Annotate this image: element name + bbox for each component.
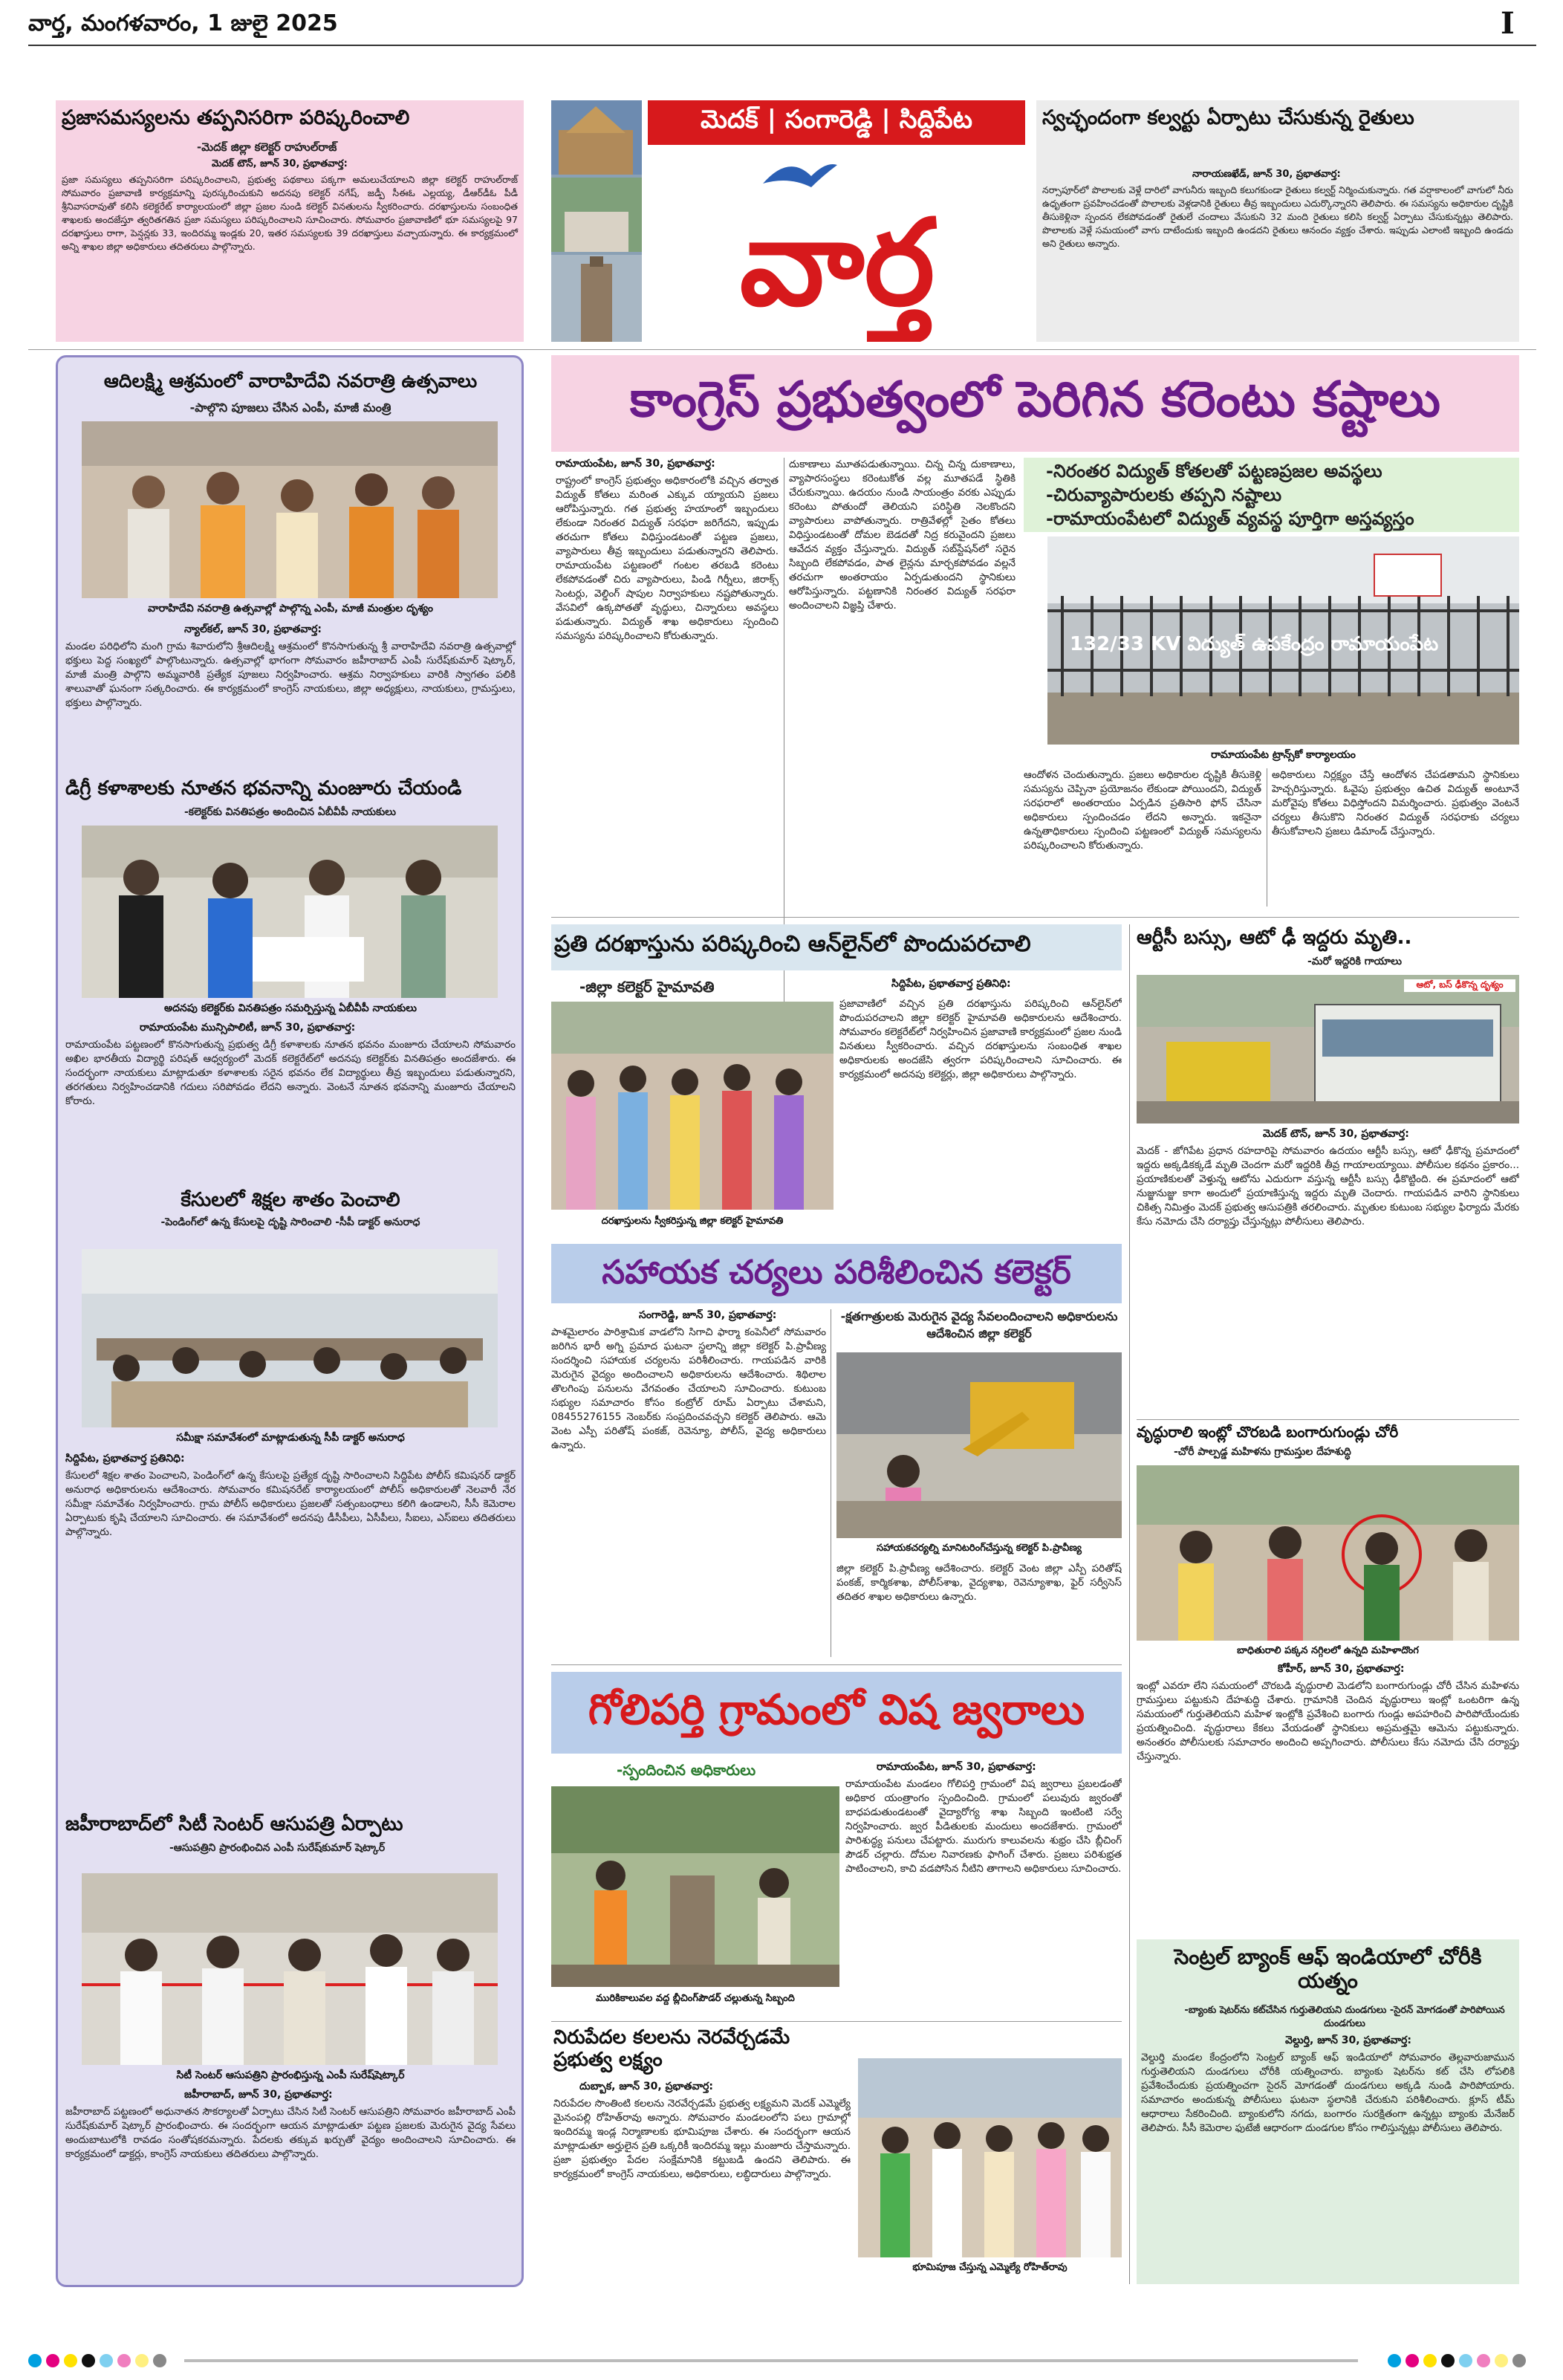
story-body: రామాయంపేట పట్టణంలో కొనసాగుతున్న ప్రభుత్వ డిగ్రీ కళాశాలకు నూతన భవనం మంజూరు చేయాలని సోమవారం అఖిల భారతీయ విద్యార్థి పరిషత్ ఆధ్వర్యంలో మెదక్ కలెక్టరేట్‌లో అదనపు కలెక్టర్‌కు వినతిపత్రం అందజేశారు. ఈ సందర్భంగా నాయకులు మాట్లాడుతూ కళాశాలకు సరైన భవనం లేక విద్యార్థులు తీవ్ర ఇబ్బందులు పడుతున్నారని, తరగతులు నిర్వహించడానికి గదులు సరిపోవడం లేదని అన్నారు. వెంటనే నూతన భవనాన్ని మంజూరు చేయాలని కోరారు.: [65, 1039, 516, 1107]
story-body: పాశమైలారం పారిశ్రామిక వాడలోని సిగాచి ఫార్మా కంపెనీలో సోమవారం జరిగిన భారీ అగ్ని ప్రమాద ఘటనా స్థలాన్ని జిల్లా కలెక్టర్ పి.ప్రావీణ్య సందర్శించి సహాయక చర్యలను పరిశీలించారు. గాయపడిన వారికి మెరుగైన వైద్యం అందించాలని అధికారులను ఆదేశించారు. శిథిలాల తొలగింపు పనులను వేగవంతం చేయాలని సూచించారు. కుటుంబ సభ్యుల సమాచారం కోసం కంట్రోల్ రూమ్ ఏర్పాటు చేశామని, 08455276155 నెంబర్‌కు సంప్రదించవచ్చని కలెక్టర్ తెలిపారు. ఆమె వెంట ఎస్పీ పరితోష్ పంకజ్, రెవెన్యూ, పోలీస్, వైద్య అధికారులు ఉన్నారు.: [551, 1326, 826, 1451]
grey-dot-icon: [153, 2354, 166, 2367]
story-headline: ప్రజాసమస్యలను తప్పనిసరిగా పరిష్కరించాలి: [62, 106, 410, 129]
photo-image: [836, 1352, 1122, 1538]
story-headline: డిగ్రీ కళాశాలకు నూతన భవనాన్ని మంజూరు చేయండి: [65, 777, 462, 800]
story-photo: [82, 826, 498, 998]
story-headline: సెంట్రల్ బ్యాంక్ ఆఫ్ ఇండియాలో చోరీకి యత్నం: [1174, 1945, 1482, 1994]
section-rule: [28, 349, 1536, 350]
top-left-story: [56, 100, 524, 342]
photo-caption: భూమిపూజ చేస్తున్న ఎమ్మెల్యే రోహిత్‌రావు: [912, 2262, 1068, 2273]
story-body: కేసులలో శిక్షల శాతం పెంచాలని, పెండింగ్‌లో ఉన్న కేసులపై ప్రత్యేక దృష్టి సారించాలని సిద్దిపేట పోలీస్ కమిషనర్ డాక్టర్ అనురాధ అధికారులను ఆదేశించారు. సోమవారం కమిషనరేట్ కార్యాలయంలో పోలీస్ అధికారులతో నెలవారీ నేర సమీక్షా సమావేశం నిర్వహించారు. గ్రామ పోలీస్ అధికారులు ప్రజలతో సత్సంబంధాలు కలిగి ఉండాలని, సీసీ కెమెరాల ఏర్పాటుకు కృషి చేయాలని సూచించారు. ఈ సమావేశంలో అదనపు డీసీపీలు, ఏసీపీలు, సీఐలు, ఎస్ఐలు తదితరులు పాల్గొన్నారు.: [65, 1470, 516, 1538]
story-dateline: రామాయంపేట మున్సిపాలిటీ, జూన్ 30, ప్రభాతవార్త:: [140, 1022, 356, 1034]
photo-image: [551, 1002, 834, 1210]
black-dot-icon: [1441, 2354, 1455, 2367]
story-headline: గోలిపర్తి గ్రామంలో విష జ్వరాలు: [588, 1686, 1085, 1734]
photo-image: [1137, 975, 1519, 1123]
story-body: జహీరాబాద్ పట్టణంలో అధునాతన సౌకర్యాలతో ఏర్పాటు చేసిన సిటీ సెంటర్ ఆసుపత్రిని సోమవారం జహీరాబాద్ ఎంపీ సురేష్‌కుమార్ షెట్కార్ ప్రారంభించారు. ఈ సందర్భంగా ఆయన మాట్లాడుతూ పట్టణ ప్రజలకు మెరుగైన వైద్య సేవలు అందుబాటులోకి రావడం సంతోషకరమన్నారు. పేదలకు తక్కువ ఖర్చుతో వైద్యం అందించాలని సూచించారు. ఈ కార్యక్రమంలో డాక్టర్లు, కాంగ్రెస్ నాయకులు తదితరులు పాల్గొన్నారు.: [65, 2106, 516, 2160]
photo-caption: సహాయకచర్యల్ని మానిటరింగ్‌చేస్తున్న కలెక్టర్ పి.ప్రావీణ్య: [877, 1543, 1082, 1554]
story-dateline: వెల్దుర్తి, జూన్ 30, ప్రభాతవార్త:: [1285, 2034, 1411, 2046]
collector-online-headline-box: [551, 924, 1122, 970]
photo-caption: బాధితురాలి పక్కన నగ్గిలలో ఉన్నది మహిళాదొంగ: [1237, 1645, 1419, 1656]
story-dateline: జహీరాబాద్, జూన్ 30, ప్రభాతవార్త:: [184, 2089, 333, 2101]
left-column: [56, 355, 524, 2287]
story-photo: [858, 2058, 1122, 2257]
lead-body-col1: రాష్ట్రంలో కాంగ్రెస్ ప్రభుత్వం అధికారంలోకి వచ్చిన తర్వాత విద్యుత్ కోతలు మరింత ఎక్కువ య్యాయని ప్రజలు ఆరోపిస్తున్నారు. గత ప్రభుత్వ హయాంలో ఇబ్బందులు లేకుండా నిరంతర విద్యుత్ సరఫరా జరిగేదని, ఇప్పుడు తరచుగా కోతలు విధిస్తుండటంతో పట్టణ ప్రజలు, వ్యాపారులు తీవ్ర ఇబ్బందులు పడుతున్నారని తెలిపారు. రామాయంపేట పట్టణంలో గంటల తరబడి కరెంటు లేకపోవడంతో చిరు వ్యాపారులు, పిండి గిర్నీలు, జిరాక్స్ సెంటర్లు, వెల్డింగ్ షాపుల నిర్వాహకులు నష్టపోతున్నారు. వేసవిలో ఉక్కపోతతో వృద్ధులు, చిన్నారులు అవస్థలు పడుతున్నారు. విద్యుత్ శాఖ అధికారులు స్పందించి సమస్యను పరిష్కరించాలని కోరుతున్నారు.: [556, 475, 779, 642]
lead-dateline: రామాయంపేట, జూన్ 30, ప్రభాతవార్త:: [556, 458, 715, 470]
story-body: నిరుపేదల సొంతింటి కలలను నెరవేర్చడమే ప్రభుత్వ లక్ష్యమని మెదక్ ఎమ్మెల్యే మైనంపల్లి రోహిత్‌రావు అన్నారు. సోమవారం మండలంలోని పలు గ్రామాల్లో ఇందిరమ్మ ఇండ్ల నిర్మాణాలకు భూమిపూజ చేశారు. ఈ సందర్భంగా ఆయన మాట్లాడుతూ అర్హులైన ప్రతి ఒక్కరికీ ఇందిరమ్మ ఇల్లు మంజూరు చేస్తామన్నారు. ప్రజా ప్రభుత్వం పేదల సంక్షేమానికి కట్టుబడి ఉందని తెలిపారు. ఈ కార్యక్రమంలో కాంగ్రెస్ నాయకులు, అధికారులు, లబ్ధిదారులు పాల్గొన్నారు.: [553, 2098, 851, 2180]
story-dateline: కోహీర్, జూన్ 30, ప్రభాతవార్త:: [1278, 1663, 1405, 1675]
story-photo: [82, 421, 498, 598]
photo-caption: సమీక్షా సమావేశంలో మాట్లాడుతున్న సీపీ డాక్టర్ అనురాధ: [176, 1432, 405, 1444]
photo-image: [82, 1873, 498, 2065]
page-number: I: [1501, 6, 1515, 41]
section-rule: [551, 2021, 1122, 2022]
masthead-rule: [28, 45, 1536, 46]
photo-label: ఆటో, బస్ ఢీకొన్న దృశ్యం: [1404, 979, 1515, 992]
lead-body-col4: అధికారులు నిర్లక్ష్యం చేస్తే ఆందోళన చేపడతామని స్థానికులు హెచ్చరిస్తున్నారు. ఓవైపు ప్రభుత్వం ఉచిత విద్యుత్ అంటూనే మరోవైపు కోతలు విధిస్తోందని విమర్శించారు. ప్రభుత్వం వెంటనే చర్యలు తీసుకొని నిరంతర విద్యుత్ సరఫరాకు చర్యలు తీసుకోవాలని ప్రజలు డిమాండ్ చేస్తున్నారు.: [1272, 769, 1519, 837]
fever-headline-box: [551, 1672, 1122, 1754]
story-photo: [82, 1249, 498, 1427]
lead-sub-box: [1024, 458, 1519, 532]
photo-image: [1137, 1465, 1519, 1641]
story-headline: వృద్ధురాలి ఇంట్లో చొరబడి బంగారుగుండ్లు చోరీ: [1137, 1423, 1399, 1441]
lead-photo-caption: రామాయంపేట ట్రాన్స్‌కో కార్యాలయం: [1211, 749, 1356, 761]
story-subheadline: -క్షతగాత్రులకు మెరుగైన వైద్య సేవలందించాలని అధికారులను ఆదేశించిన జిల్లా కలెక్టర్: [840, 1309, 1118, 1340]
story-dateline: న్యాల్‌కల్, జూన్ 30, ప్రభాతవార్త:: [184, 623, 322, 635]
cyan-dot-icon: [1388, 2354, 1401, 2367]
yellow-dot-icon: [64, 2354, 77, 2367]
story-photo: [1137, 975, 1519, 1123]
lead-headline: కాంగ్రెస్ ప్రభుత్వంలో పెరిగిన కరెంటు కష్టాలు: [630, 371, 1440, 428]
photo-sign-text: 132/33 KV విద్యుత్ ఉపకేంద్రం రామాయంపేట: [1070, 633, 1439, 655]
section-rule: [551, 917, 1519, 918]
grey-dot-icon: [1512, 2354, 1526, 2367]
story-body: వెల్దుర్తి మండల కేంద్రంలోని సెంట్రల్ బ్యాంక్ ఆఫ్ ఇండియాలో సోమవారం తెల్లవారుజామున గుర్తుతెలియని దుండగులు చోరీకి యత్నించారు. బ్యాంకు షెటర్‌ను కట్ చేసి లోపలికి ప్రవేశించేందుకు ప్రయత్నించగా సైరన్ మోగడంతో దుండగులు అక్కడి నుండి పారిపోయారు. సమాచారం అందుకున్న పోలీసులు ఘటనా స్థలానికి చేరుకుని పరిశీలించారు. క్లూస్ టీమ్ ఆధారాలు సేకరించింది. బ్యాంకులోని నగదు, బంగారం సురక్షితంగా ఉన్నట్లు బ్యాంకు మేనేజర్ తెలిపారు. సీసీ కెమెరాల ఫుటేజీ ఆధారంగా దుండగుల కోసం గాలిస్తున్నట్లు పోలీసులు తెలిపారు.: [1141, 2052, 1515, 2134]
story-headline: ఆదిలక్ష్మి ఆశ్రమంలో వారాహిదేవి నవరాత్రి ఉత్సవాలు: [103, 370, 478, 392]
story-photo: [1137, 1465, 1519, 1641]
landmark-photo-collage: [551, 100, 642, 342]
photo-image: [82, 826, 498, 998]
light-magenta-dot-icon: [117, 2354, 131, 2367]
lead-body-col2: దుకాణాలు మూతపడుతున్నాయి. చిన్న చిన్న దుకాణాలు, వ్యాపారసంస్థలు కరెంటుకోత వల్ల మూతపడే స్థితికి చేరుకున్నాయి. ఉదయం నుండి సాయంత్రం వరకు ఎప్పుడు కరెంటు పోతుందో తెలియని పరిస్థితి నెలకొందని వ్యాపారులు వాపోతున్నారు. రాత్రివేళల్లో సైతం కోతలు విధిస్తుండటంతో దోమల బెడదతో నిద్ర కరువైందని ప్రజలు ఆవేదన వ్యక్తం చేస్తున్నారు. విద్యుత్ సబ్‌స్టేషన్‌లో సరైన సిబ్బంది లేకపోవడం, పాత లైన్లను మార్చకపోవడం వల్లనే తరచుగా అంతరాయం ఏర్పడుతుందని స్థానికులు ఆరోపిస్తున్నారు. పట్టణానికి నిరంతర విద్యుత్ సరఫరా అందించాలని విజ్ఞప్తి చేశారు.: [789, 458, 1016, 612]
story-dateline: సిద్దిపేట, ప్రభాతవార్త ప్రతినిధి:: [891, 978, 1011, 990]
footer-rule: [184, 2359, 1358, 2362]
story-subheadline: -జిల్లా కలెక్టర్ హైమావతి: [579, 978, 715, 996]
landmark-collage-image: [551, 100, 642, 342]
story-body: ఇంట్లో ఎవరూ లేని సమయంలో చొరబడి వృద్ధురాలి మెడలోని బంగారుగుండ్లు చోరీ చేసిన మహిళను గ్రామస్తులు పట్టుకుని దేహశుద్ధి చేశారు. గ్రామానికి చెందిన వృద్ధురాలు ఇంట్లో ఒంటరిగా ఉన్న సమయంలో గుర్తుతెలియని మహిళ ఇంట్లోకి ప్రవేశించి బంగారు గుండ్లు అపహరించి పారిపోయేందుకు ప్రయత్నించింది. వృద్ధురాలు కేకలు వేయడంతో స్థానికులు అప్రమత్తమై ఆమెను పట్టుకున్నారు. అనంతరం పోలీసులకు సమాచారం అందించి అప్పగించారు. పోలీసులు కేసు నమోదు చేసి దర్యాప్తు చేస్తున్నారు.: [1137, 1680, 1519, 1763]
story-body: నర్సాపూర్‌లో పొలాలకు వెళ్లే దారిలో వాగునీరు ఇబ్బంది కలుగకుండా రైతులు కల్వర్ట్ నిర్మించుకున్నారు. గత వర్షాకాలంలో వాగులో నీరు ఉధృతంగా ప్రవహించడంతో పొలాలకు వెళ్లడానికి రైతులు తీవ్ర ఇబ్బందులు ఎదుర్కొన్నారని తెలిపారు. ఈ సమస్యను అధికారుల దృష్టికి తీసుకెళ్లినా స్పందన లేకపోవడంతో రైతులే చందాలు వేసుకుని 32 మంది రైతులు కలిసి కల్వర్ట్ ఏర్పాటు చేసుకున్నట్లు తెలిపారు. పొలాలకు వెళ్లే సమయంలో వాగు దాటేందుకు ఇబ్బంది ఉండదని రైతులు ఆనందం వ్యక్తం చేశారు. ఇప్పుడు ఎలాంటి ఇబ్బంది ఉండదు అని రైతులు అన్నారు.: [1042, 184, 1513, 249]
story-headline: సహాయక చర్యలు పరిశీలించిన కలెక్టర్: [602, 1254, 1071, 1291]
footer-registration-bar: [28, 2354, 1536, 2367]
story-body: రామాయంపేట మండలం గోలిపర్తి గ్రామంలో విష జ్వరాలు ప్రబలడంతో అధికార యంత్రాంగం స్పందించింది. గ్రామంలో పలువురు జ్వరంతో బాధపడుతుండటంతో వైద్యారోగ్య శాఖ సిబ్బంది ఇంటింటి సర్వే నిర్వహించారు. జ్వర పీడితులకు మందులు అందజేశారు. గ్రామంలో పారిశుద్ధ్య పనులు చేపట్టారు. మురుగు కాలువలను శుభ్రం చేసి బ్లీచింగ్ పౌడర్ చల్లారు. దోమల నివారణకు ఫాగింగ్ చేశారు. ప్రజలు పరిశుభ్రత పాటించాలని, కాచి వడపోసిన నీటిని తాగాలని అధికారులు సూచించారు.: [845, 1778, 1122, 1875]
story-subheadline: -స్పందించిన అధికారులు: [617, 1761, 756, 1779]
story-body: ప్రజా సమస్యలు తప్పనిసరిగా పరిష్కరించాలని, ప్రభుత్వ పథకాలు పక్కగా అమలుచేయాలని జిల్లా కలెక్టర్ రాహుల్‌రాజ్ సోమవారం ప్రజావాణి కార్యక్రమాన్ని పురస్కరించుకుని అదనపు కలెక్టర్ నగేష్, జడ్పీ సీఈఓ ఎల్లయ్య, డీఆర్‌డీఓ పీడీ శ్రీనివాసరావుతో కలిసి కలెక్టరేట్ కార్యాలయంలో జిల్లా ప్రజల నుండి కలెక్టర్ వినతులను స్వీకరించారు. దరఖాస్తులను సంబంధిత శాఖలకు అందజేస్తూ త్వరితగతిన ప్రజా సమస్యలు పరిష్కరించాలని సూచించారు. సోమవారం ప్రజావాణిలో భూ సమస్యలపై 97 దరఖాస్తులు రాగా, పెన్షన్లకు 33, ఇందిరమ్మ ఇండ్లకు 20, ఇతర సమస్యలకు 39 దరఖాస్తులు వచ్చాయన్నారు. ఈ కార్యక్రమంలో అన్ని శాఖల జిల్లా అధికారులు తదితరులు పాల్గొన్నారు.: [62, 174, 518, 252]
district-strip: మెదక్ | సంగారెడ్డి | సిద్దిపేట: [648, 100, 1025, 145]
relief-headline-box: [551, 1244, 1122, 1303]
story-photo: [551, 1786, 839, 1987]
light-yellow-dot-icon: [135, 2354, 149, 2367]
story-headline: ప్రతి దరఖాస్తును పరిష్కరించి ఆన్‌లైన్‌లో పొందుపరచాలి: [554, 931, 1031, 957]
story-subheadline: -మరో ఇద్దరికి గాయాలు: [1307, 956, 1402, 967]
story-subheadline: -ఆసుపత్రిని ప్రారంభించిన ఎంపీ సురేష్‌కుమార్ షెట్కార్: [169, 1842, 386, 1854]
lead-headline-banner: [551, 355, 1519, 452]
light-magenta-dot-icon: [1477, 2354, 1490, 2367]
story-dateline: సిద్దిపేట, ప్రభాతవార్త ప్రతినిధి:: [65, 1453, 185, 1465]
masthead-logo-block: [551, 100, 1025, 342]
story-dateline: మెదక్ టౌన్, జూన్ 30, ప్రభాతవార్త:: [1263, 1128, 1409, 1140]
photo-image: [551, 1786, 839, 1987]
story-dateline: రామాయంపేట, జూన్ 30, ప్రభాతవార్త:: [877, 1761, 1036, 1773]
story-dateline: నారాయణఖేడ్, జూన్ 30, ప్రభాతవార్త:: [1192, 169, 1341, 180]
story-body: మెదక్ - జోగిపేట ప్రధాన రహదారిపై సోమవారం ఉదయం ఆర్టీసీ బస్సు, ఆటో ఢీకొన్న ప్రమాదంలో ఇద్దరు అక్కడికక్కడే మృతి చెందగా మరో ఇద్దరికి తీవ్ర గాయాలయ్యాయి. పోలీసుల కథనం ప్రకారం... ప్రయాణికులతో వెళ్తున్న ఆటోను ఎదురుగా వస్తున్న ఆర్టీసీ బస్సు ఢీకొట్టింది. ఈ ప్రమాదంలో ఆటో నుజ్జునుజ్జు కాగా అందులో ప్రయాణిస్తున్న ఇద్దరు మృతి చెందారు. గాయపడిన వారిని స్థానికులు చికిత్స నిమిత్తం మెదక్ ప్రభుత్వ ఆసుపత్రికి తరలించారు. మృతుల కుటుంబ సభ్యుల ఫిర్యాదు మేరకు కేసు నమోదు చేసి దర్యాప్తు చేస్తున్నట్లు పోలీసులు తెలిపారు.: [1137, 1145, 1519, 1228]
story-headline: స్వచ్ఛందంగా కల్వర్టు ఏర్పాటు చేసుకున్న రైతులు: [1042, 106, 1414, 129]
story-body: మండల పరిధిలోని మంగి గ్రామ శివారులోని శ్రీఆదిలక్ష్మి ఆశ్రమంలో కొనసాగుతున్న శ్రీ వారాహిదేవి నవరాత్రి ఉత్సవాల్లో భక్తులు పెద్ద సంఖ్యలో పాల్గొంటున్నారు. ఉత్సవాల్లో భాగంగా సోమవారం జహీరాబాద్ ఎంపీ సురేష్‌కుమార్ షెట్కార్, మాజీ మంత్రి పాల్గొని అమ్మవారికి ప్రత్యేక పూజలు నిర్వహించారు. ఆశ్రమ నిర్వాహకులు వారికి స్వాగతం పలికి శాలువాతో ఘనంగా సత్కరించారు. ఈ కార్యక్రమంలో కాంగ్రెస్ నాయకులు, జిల్లా అధ్యక్షులు, నాయకులు, గ్రామస్తులు, భక్తులు పాల్గొన్నారు.: [65, 641, 516, 709]
story-subheadline: -చోరీ పాల్పడ్డ మహిళను గ్రామస్తుల దేహశుద్ధి: [1174, 1446, 1351, 1458]
story-subheadline: -మెదక్ జిల్లా కలెక్టర్ రాహుల్‌రాజ్: [197, 140, 337, 154]
story-subheadline: -పెండింగ్‌లో ఉన్న కేసులపై దృష్టి సారించాలి -సీపీ డాక్టర్ అనురాధ: [160, 1216, 420, 1228]
story-photo: [82, 1873, 498, 2065]
light-cyan-dot-icon: [100, 2354, 113, 2367]
story-subheadline: -బ్యాంకు షెటర్‌ను కట్‌చేసిన గుర్తుతెలియని దుండగులు -సైరన్ మోగడంతో పారిపోయిన దుండగులు: [1184, 2005, 1505, 2029]
photo-caption: మురికికాలువల వద్ద బ్లీచింగ్‌పౌడర్ చల్లుతున్న సిబ్బంది: [596, 1993, 795, 2004]
photo-caption: వారాహిదేవి నవరాత్రి ఉత్సవాల్లో పాల్గొన్న ఎంపీ, మాజీ మంత్రుల దృశ్యం: [148, 603, 433, 615]
story-dateline: దుబ్బాక, జూన్ 30, ప్రభాతవార్త:: [579, 2081, 714, 2092]
cyan-dot-icon: [28, 2354, 42, 2367]
lead-sub-2: -చిరువ్యాపారులకు తప్పని నష్టాలు: [1046, 484, 1282, 505]
story-body-continued: జిల్లా కలెక్టర్ పి.ప్రావీణ్య ఆదేశించారు. కలెక్టర్ వెంట జిల్లా ఎస్పీ పరితోష్ పంకజ్, కార్మికశాఖ, పోలీస్‌శాఖ, వైద్యశాఖ, రెవెన్యూశాఖ, ఫైర్ సర్వీసెస్ తదితర శాఖల అధికారులు ఉన్నారు.: [836, 1563, 1122, 1603]
section-rule: [551, 1664, 1122, 1665]
light-yellow-dot-icon: [1495, 2354, 1508, 2367]
story-dateline: సంగారెడ్డి, జూన్ 30, ప్రభాతవార్త:: [639, 1309, 777, 1321]
photo-image: [858, 2058, 1122, 2257]
logo-text: వార్త: [739, 192, 935, 332]
story-dateline: మెదక్ టౌన్, జూన్ 30, ప్రభాతవార్త:: [212, 158, 348, 169]
yellow-dot-icon: [1423, 2354, 1437, 2367]
lead-sub-1: -నిరంతర విద్యుత్ కోతలతో పట్టణప్రజల అవస్థలు: [1046, 461, 1382, 481]
story-headline: కేసులలో శిక్షల శాతం పెంచాలి: [181, 1189, 400, 1211]
photo-caption: సిటీ సెంటర్ ఆసుపత్రిని ప్రారంభిస్తున్న ఎంపీ సురేష్‌షెట్కార్: [176, 2069, 405, 2081]
story-headline: నిరుపేదల కలలను నెరవేర్చడమే ప్రభుత్వ లక్ష్యం: [553, 2026, 790, 2071]
bank-story-box: [1137, 1939, 1519, 2284]
column-rule: [1129, 924, 1130, 2284]
lead-photo: [1047, 536, 1519, 745]
section-rule: [1137, 1419, 1519, 1420]
story-headline: జహీరాబాద్‌లో సిటీ సెంటర్ ఆసుపత్రి ఏర్పాటు: [65, 1813, 403, 1835]
story-body: ప్రజావాణిలో వచ్చిన ప్రతి దరఖాస్తును పరిష్కరించి ఆన్‌లైన్‌లో పొందుపరచాలని జిల్లా కలెక్టర్ హైమావతి అధికారులను ఆదేశించారు. సోమవారం కలెక్టరేట్‌లో నిర్వహించిన ప్రజావాణి కార్యక్రమంలో ప్రజల నుండి వినతులు స్వీకరించారు. వచ్చిన దరఖాస్తులను సంబంధిత శాఖల అధికారులకు అందజేసి త్వరగా పరిష్కరించాలని సూచించారు. ఈ కార్యక్రమంలో అదనపు కలెక్టర్లు, జిల్లా అధికారులు పాల్గొన్నారు.: [839, 998, 1122, 1080]
story-photo: [836, 1352, 1122, 1538]
story-subheadline: -పాల్గొని పూజలు చేసిన ఎంపీ, మాజీ మంత్రి: [189, 401, 391, 415]
folio: వార్త, మంగళవారం, 1 జులై 2025: [28, 10, 338, 36]
photo-image: [82, 421, 498, 598]
photo-image: [82, 1249, 498, 1427]
magenta-dot-icon: [46, 2354, 59, 2367]
light-cyan-dot-icon: [1459, 2354, 1472, 2367]
photo-caption: అదనపు కలెక్టర్‌కు వినతిపత్రం సమర్పిస్తున్న ఏబీవీపీ నాయకులు: [163, 1002, 417, 1014]
lead-sub-3: -రామాయంపేటలో విద్యుత్ వ్యవస్థ పూర్తిగా అస్తవ్యస్తం: [1046, 508, 1414, 529]
lead-body-col3: ఆందోళన చెందుతున్నారు. ప్రజలు అధికారుల దృష్టికి తీసుకెళ్లి సమస్యను చెప్పినా ప్రయోజనం లేకుండా పోయిందని, విద్యుత్ సరఫరాలో అంతరాయం ఏర్పడిన ప్రతిసారి ఫోన్ చేసినా అధికారులు స్పందించడం లేదని అన్నారు. ఇకనైనా ఉన్నతాధికారులు స్పందించి పట్టణంలో విద్యుత్ సమస్యలను పరిష్కరించాలని కోరుతున్నారు.: [1024, 769, 1261, 852]
black-dot-icon: [82, 2354, 95, 2367]
story-headline: ఆర్టీసీ బస్సు, ఆటో ఢీ ఇద్దరు మృతి..: [1137, 927, 1412, 949]
story-subheadline: -కలెక్టర్‌కు వినతిపత్రం అందించిన ఏబీవీపీ నాయకులు: [184, 806, 396, 818]
photo-caption: దరఖాస్తులను స్వీకరిస్తున్న జిల్లా కలెక్టర్ హైమావతి: [601, 1216, 784, 1227]
story-photo: [551, 1002, 834, 1210]
magenta-dot-icon: [1406, 2354, 1419, 2367]
top-right-story: [1036, 100, 1519, 342]
